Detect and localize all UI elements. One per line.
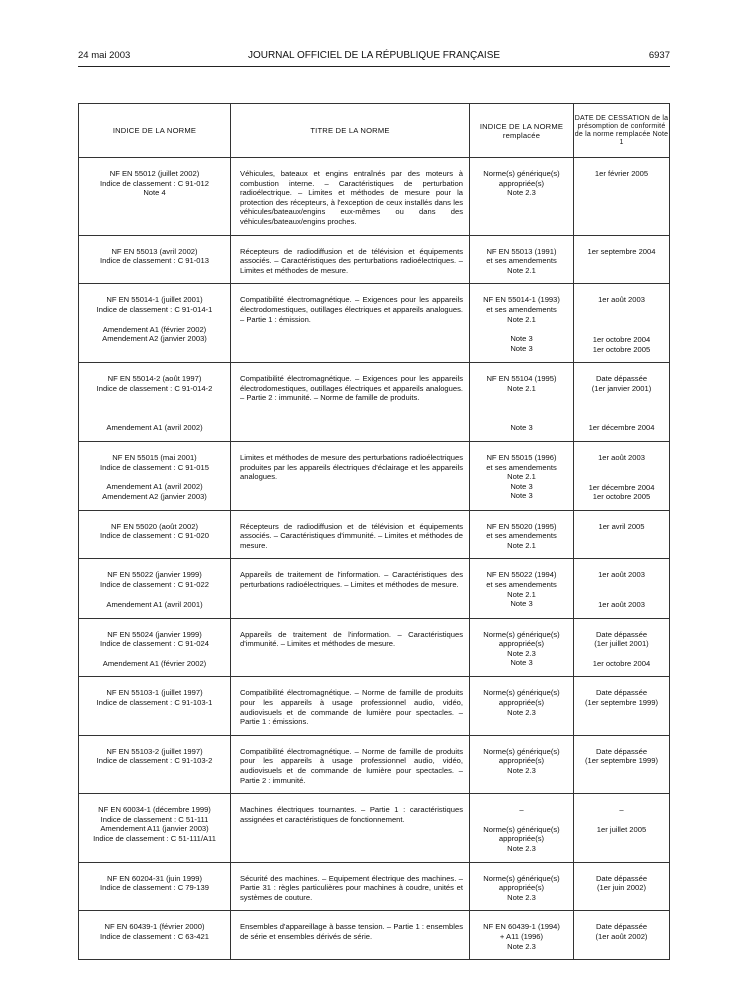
cell-line: NF EN 55013 (1991) <box>486 246 557 256</box>
cell-line: Indice de classement : C 91-014-2 <box>96 383 213 393</box>
cell-line: (1er septembre 1999) <box>584 756 659 766</box>
cell-line: Note 2.1 <box>507 265 536 275</box>
cell-line: Note 2.3 <box>507 766 536 775</box>
cell-spacer <box>84 393 225 403</box>
cell-line: appropriée(s) <box>498 834 545 844</box>
cell-line: 1er août 2003 <box>598 452 645 462</box>
table-row <box>79 794 670 862</box>
cell-line: NF EN 55104 (1995) <box>486 374 557 384</box>
cell-line: 1er septembre 2004 <box>587 246 656 256</box>
table-cell-col2 <box>231 363 470 442</box>
cell-line: NF EN 55014-2 (août 1997) <box>107 374 202 384</box>
cell-line: (1er juin 2002) <box>597 883 646 893</box>
cell-line: Indice de classement : C 91-015 <box>100 462 209 472</box>
cell-line: Norme(s) générique(s) <box>483 824 560 834</box>
table-cell-col2 <box>231 618 470 677</box>
cell-line: Note 2.1 <box>507 383 536 393</box>
table-cell-col3 <box>470 559 574 618</box>
table-row <box>79 284 670 363</box>
cell-spacer <box>579 413 664 423</box>
table-row <box>79 559 670 618</box>
cell-spacer <box>84 649 225 659</box>
table-row <box>79 618 670 677</box>
table-cell-col2 <box>231 677 470 735</box>
cell-line: Note 2.3 <box>507 707 536 717</box>
table-cell-col1 <box>79 284 231 363</box>
table-cell-col2 <box>231 862 470 911</box>
cell-line: Indice de classement : C 91-013 <box>100 256 209 266</box>
cell-line: NF EN 60034-1 (décembre 1999) <box>98 805 211 815</box>
page-number: 6937 <box>648 50 670 61</box>
norm-title-text: Ensembles d'appareillage à basse tension. – Partie 1 : ensembles de série et ensembles dérivés de série. <box>240 922 463 941</box>
table-row <box>79 735 670 793</box>
cell-spacer <box>475 815 568 825</box>
header-indice: INDICE DE LA NORME <box>79 104 231 158</box>
cell-line: Norme(s) générique(s) <box>483 688 560 698</box>
cell-line: Note 3 <box>510 658 533 668</box>
cell-line: et ses amendements <box>486 531 557 541</box>
table-cell-col2 <box>231 794 470 862</box>
norm-title-text: Limites et méthodes de mesure des perturbations radioélectriques produites par les appareils électriques d'éclairage et les appareils analogues. <box>240 452 463 482</box>
cell-line: Date dépassée <box>595 688 648 698</box>
table-cell-col1 <box>79 158 231 236</box>
table-cell-col4 <box>574 677 670 735</box>
cell-spacer <box>579 815 664 825</box>
cell-line: Indice de classement : C 63-421 <box>100 931 209 941</box>
table-cell-col3 <box>470 677 574 735</box>
table-cell-col4 <box>574 735 670 793</box>
table-cell-col2 <box>231 235 470 284</box>
norm-title-text: Sécurité des machines. – Equipement électrique des machines. – Partie 31 : règles particulières pour machines à coudre, unités et systèmes de couture. <box>240 873 463 902</box>
cell-line: appropriée(s) <box>498 756 545 766</box>
cell-line: 1er juillet 2005 <box>596 824 647 834</box>
table-cell-col3 <box>470 441 574 510</box>
table-cell-col1 <box>79 510 231 559</box>
cell-line: Amendement A1 (avril 2002) <box>106 482 203 492</box>
cell-line: 1er août 2003 <box>598 600 645 610</box>
table-cell-col3 <box>470 911 574 960</box>
cell-line: NF EN 55020 (1995) <box>486 521 557 531</box>
table-cell-col2 <box>231 559 470 618</box>
cell-line: Note 2.3 <box>507 941 536 951</box>
cell-line: Date dépassée <box>595 746 648 756</box>
cell-line: Note 2.3 <box>507 648 536 658</box>
norm-title-text: Compatibilité électromagnétique. – Exigences pour les appareils électrodomestiques, outillages électriques et appareils analogues. – Partie 2 : immunité. – Norme de famille de produits. <box>240 374 463 403</box>
table-cell-col1 <box>79 618 231 677</box>
cell-spacer <box>84 472 225 482</box>
cell-line: et ses amendements <box>486 256 557 266</box>
cell-line: NF EN 55022 (1994) <box>486 570 557 580</box>
cell-line: Date dépassée <box>595 629 648 639</box>
cell-line: Note 3 <box>510 491 533 501</box>
cell-line: NF EN 55022 (janvier 1999) <box>107 570 202 580</box>
table-cell-col4 <box>574 559 670 618</box>
cell-line: 1er octobre 2004 <box>592 658 651 668</box>
cell-line: Date dépassée <box>595 873 648 883</box>
cell-line: Indice de classement : C 91-012 <box>100 178 209 188</box>
table-cell-col4 <box>574 618 670 677</box>
cell-line: et ses amendements <box>486 580 557 590</box>
cell-line: 1er décembre 2004 <box>588 482 655 492</box>
table-row <box>79 510 670 559</box>
table-cell-col2 <box>231 911 470 960</box>
header-rule <box>78 66 670 67</box>
cell-line: NF EN 55024 (janvier 1999) <box>107 629 202 639</box>
header-indice-remplacee: INDICE DE LA NORME remplacée <box>470 104 574 158</box>
table-header-row <box>79 104 670 158</box>
table-cell-col2 <box>231 284 470 363</box>
cell-line: Amendement A11 (janvier 2003) <box>100 824 209 834</box>
cell-line: Indice de classement : C 91-014-1 <box>96 304 213 314</box>
cell-line: appropriée(s) <box>498 639 545 649</box>
table-cell-col3 <box>470 158 574 236</box>
cell-spacer <box>579 463 664 473</box>
cell-spacer <box>579 325 664 335</box>
cell-line: Note 3 <box>510 343 533 353</box>
cell-line: Norme(s) générique(s) <box>483 746 560 756</box>
cell-line: Note 2.1 <box>507 589 536 599</box>
cell-line: NF EN 60439-1 (1994) <box>483 922 560 932</box>
cell-line: Note 3 <box>510 481 533 491</box>
table-cell-col3 <box>470 510 574 559</box>
cell-line: (1er septembre 1999) <box>584 698 659 708</box>
cell-line: Indice de classement : C 91-020 <box>100 531 209 541</box>
table-body <box>79 158 670 960</box>
cell-line: Amendement A2 (janvier 2003) <box>102 334 207 344</box>
table-cell-col4 <box>574 158 670 236</box>
cell-spacer <box>579 393 664 403</box>
cell-line: NF EN 55103-2 (juillet 1997) <box>106 746 203 756</box>
cell-line: NF EN 55013 (avril 2002) <box>111 246 198 256</box>
table-cell-col1 <box>79 735 231 793</box>
table-row <box>79 862 670 911</box>
cell-spacer <box>579 315 664 325</box>
cell-line: Indice de classement : C 51-111 <box>100 814 209 824</box>
cell-line: Norme(s) générique(s) <box>483 629 560 639</box>
table-cell-col1 <box>79 677 231 735</box>
table-row <box>79 158 670 236</box>
cell-line: Note 3 <box>510 599 533 609</box>
norm-title-text: Récepteurs de radiodiffusion et de télévision et équipements associés. – Caractéristiques d'immunité. – Limites et méthodes de mesure. <box>240 521 463 550</box>
table-cell-col3 <box>470 735 574 793</box>
table-cell-col1 <box>79 559 231 618</box>
cell-line: Indice de classement : C 51-111/A11 <box>93 833 216 843</box>
table-row <box>79 911 670 960</box>
cell-line: NF EN 55015 (mai 2001) <box>112 452 197 462</box>
cell-spacer <box>579 590 664 600</box>
cell-line: Note 3 <box>510 334 533 344</box>
cell-line: Amendement A1 (avril 2001) <box>106 599 203 609</box>
cell-line: NF EN 55103-1 (juillet 1997) <box>106 688 203 698</box>
cell-spacer <box>84 403 225 413</box>
cell-spacer <box>475 413 568 423</box>
cell-line: et ses amendements <box>486 304 557 314</box>
cell-line: Note 3 <box>510 423 533 433</box>
cell-line: NF EN 55020 (août 2002) <box>111 521 198 531</box>
table-cell-col3 <box>470 363 574 442</box>
cell-spacer <box>475 393 568 403</box>
table-cell-col3 <box>470 618 574 677</box>
cell-spacer <box>84 413 225 423</box>
cell-line: NF EN 55015 (1996) <box>486 452 557 462</box>
cell-line: NF EN 55014-1 (juillet 2001) <box>106 295 203 305</box>
cell-line: – <box>519 805 524 815</box>
cell-line: NF EN 60204-31 (juin 1999) <box>107 873 202 883</box>
cell-line: Amendement A2 (janvier 2003) <box>102 491 207 501</box>
cell-line: Note 2.1 <box>507 540 536 550</box>
cell-line: Note 2.1 <box>507 314 536 324</box>
norm-title-text: Appareils de traitement de l'information. – Caractéristiques d'immunité. – Limites et méthodes de mesure. <box>240 629 463 649</box>
cell-line: Norme(s) générique(s) <box>483 873 560 883</box>
table-cell-col3 <box>470 235 574 284</box>
table-row <box>79 235 670 284</box>
cell-line: (1er juillet 2001) <box>594 639 649 649</box>
table-cell-col2 <box>231 158 470 236</box>
cell-spacer <box>579 473 664 483</box>
header-date-cessation: DATE DE CESSATION de la présomption de conformité de la norme remplacée Note 1 <box>574 104 670 158</box>
cell-spacer <box>579 305 664 315</box>
table-cell-col1 <box>79 862 231 911</box>
standards-table <box>78 103 670 960</box>
cell-line: Indice de classement : C 91-103-2 <box>96 756 213 766</box>
cell-line: 1er août 2003 <box>598 295 645 305</box>
cell-line: appropriée(s) <box>498 883 545 893</box>
cell-line: – <box>619 805 624 815</box>
cell-line: appropriée(s) <box>498 698 545 708</box>
cell-line: + A11 (1996) <box>499 931 544 941</box>
cell-line: et ses amendements <box>486 462 557 472</box>
cell-spacer <box>84 590 225 600</box>
cell-line: Indice de classement : C 79-139 <box>100 883 209 893</box>
table-cell-col2 <box>231 735 470 793</box>
cell-line: 1er décembre 2004 <box>588 423 655 433</box>
table-cell-col4 <box>574 284 670 363</box>
table-cell-col4 <box>574 363 670 442</box>
cell-line: Note 4 <box>143 188 166 198</box>
norm-title-text: Véhicules, bateaux et engins entraînés par des moteurs à combustion interne. – Caractéristiques de perturbation radioélectrique. – Limites et méthodes de mesure pour la protection des récepteurs, à l'exception de ceux installés dans les véhicules/bateaux/engins eux-mêmes ou dans des véhicules/bateaux/engins proches. <box>240 169 463 226</box>
cell-line: Amendement A1 (avril 2002) <box>106 423 203 433</box>
table-cell-col3 <box>470 284 574 363</box>
table-cell-col4 <box>574 794 670 862</box>
cell-spacer <box>579 649 664 659</box>
norm-title-text: Compatibilité électromagnétique. – Norme de famille de produits pour les appareils à usage professionnel audio, vidéo, audiovisuels et de commande de lumière pour spectacles. – Partie 2 : immunité. <box>240 746 463 785</box>
cell-line: 1er avril 2005 <box>598 521 645 531</box>
table-cell-col1 <box>79 794 231 862</box>
journal-title: JOURNAL OFFICIEL DE LA RÉPUBLIQUE FRANÇAISE <box>247 50 501 61</box>
norm-title-text: Appareils de traitement de l'information. – Caractéristiques des perturbations radioélectriques. – Limites et méthodes de mesure. <box>240 570 463 590</box>
norm-title-text: Compatibilité électromagnétique. – Norme de famille de produits pour les appareils à usage professionnel audio, vidéo, audiovisuels et de commande de lumière pour spectacles. – Partie 1 : émissions. <box>240 688 463 727</box>
cell-spacer <box>579 580 664 590</box>
page-date: 24 mai 2003 <box>78 50 131 61</box>
cell-line: appropriée(s) <box>498 178 545 188</box>
cell-line: NF EN 55012 (juillet 2002) <box>109 169 200 178</box>
cell-line: Note 2.3 <box>507 188 536 198</box>
cell-spacer <box>475 403 568 413</box>
table-cell-col1 <box>79 363 231 442</box>
table-row <box>79 441 670 510</box>
table-cell-col3 <box>470 794 574 862</box>
page-header <box>78 50 670 64</box>
cell-line: (1er août 2002) <box>595 931 648 941</box>
cell-line: Note 2.3 <box>507 892 536 902</box>
table-cell-col3 <box>470 862 574 911</box>
cell-line: 1er octobre 2005 <box>592 492 651 502</box>
table-cell-col2 <box>231 510 470 559</box>
cell-line: Amendement A1 (février 2002) <box>102 324 207 334</box>
table-cell-col4 <box>574 441 670 510</box>
table-cell-col4 <box>574 510 670 559</box>
cell-line: 1er février 2005 <box>594 169 649 178</box>
table-cell-col1 <box>79 235 231 284</box>
header-titre: TITRE DE LA NORME <box>231 104 470 158</box>
norm-title-text: Récepteurs de radiodiffusion et de télévision et équipements associés. – Caractéristiques des perturbations radioélectriques. – Limites et méthodes de mesure. <box>240 246 463 275</box>
table-cell-col2 <box>231 441 470 510</box>
cell-line: 1er octobre 2005 <box>592 344 651 354</box>
table-cell-col4 <box>574 235 670 284</box>
cell-line: Amendement A1 (février 2002) <box>102 658 207 668</box>
cell-line: 1er octobre 2004 <box>592 334 651 344</box>
cell-line: Note 2.3 <box>507 843 536 853</box>
cell-line: Date dépassée <box>595 374 648 384</box>
norm-title-text: Machines électriques tournantes. – Partie 1 : caractéristiques assignées et caractéristiques de fonctionnement. <box>240 805 463 824</box>
cell-spacer <box>475 324 568 334</box>
table-cell-col1 <box>79 911 231 960</box>
table-row <box>79 363 670 442</box>
cell-line: Date dépassée <box>595 922 648 932</box>
cell-line: Norme(s) générique(s) <box>483 169 560 178</box>
cell-line: Note 2.1 <box>507 472 536 482</box>
cell-line: (1er janvier 2001) <box>591 383 652 393</box>
cell-line: NF EN 55014-1 (1993) <box>483 295 560 305</box>
table-cell-col4 <box>574 862 670 911</box>
cell-spacer <box>84 315 225 325</box>
cell-line: Indice de classement : C 91-024 <box>100 639 209 649</box>
cell-spacer <box>579 403 664 413</box>
cell-line: 1er août 2003 <box>598 570 645 580</box>
table-row <box>79 677 670 735</box>
cell-line: Indice de classement : C 91-022 <box>100 580 209 590</box>
norm-title-text: Compatibilité électromagnétique. – Exigences pour les appareils électrodomestiques, outillages électriques et appareils analogues. – Partie 1 : émission. <box>240 295 463 324</box>
cell-line: Indice de classement : C 91-103-1 <box>96 698 213 708</box>
table-cell-col4 <box>574 911 670 960</box>
cell-line: NF EN 60439-1 (février 2000) <box>104 922 205 932</box>
table-cell-col1 <box>79 441 231 510</box>
